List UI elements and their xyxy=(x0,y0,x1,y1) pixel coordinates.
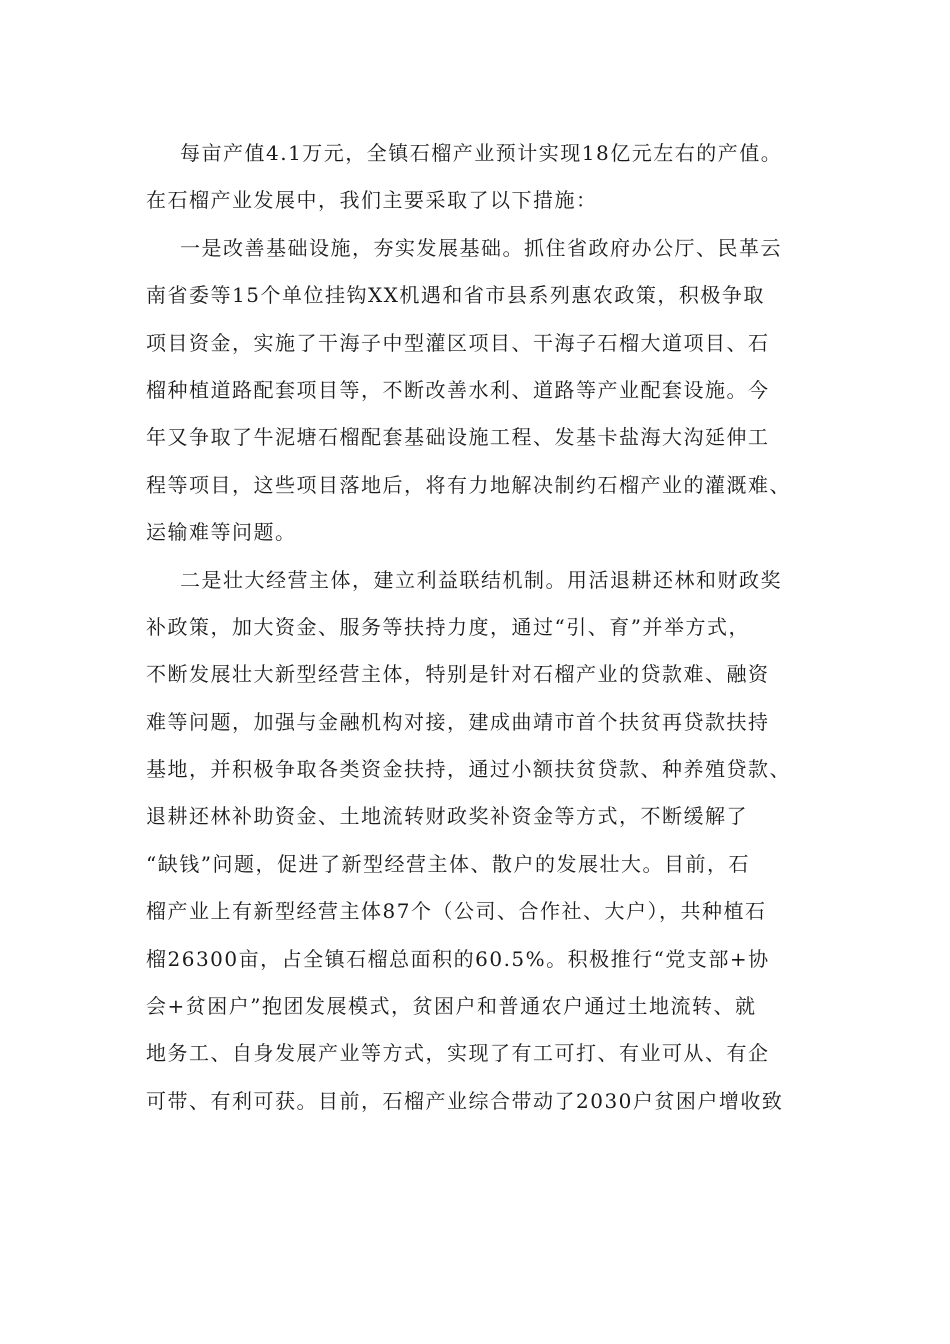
paragraph-1-start: 一是改善基础设施，夯实发展基础。抓住省政府办公厅、民革云 xyxy=(180,235,782,260)
text-line: 南省委等15个单位挂钩XX机遇和省市县系列惠农政策，积极争取 xyxy=(146,283,765,308)
text-line: 难等问题，加强与金融机构对接，建成曲靖市首个扶贫再贷款扶持 xyxy=(146,709,770,734)
text-line: 榴产业上有新型经营主体87个（公司、合作社、大户），共种植石 xyxy=(146,899,767,924)
text-line: 年又争取了牛泥塘石榴配套基础设施工程、发基卡盐海大沟延伸工 xyxy=(146,425,770,450)
text-line: 可带、有利可获。目前，石榴产业综合带动了2030户贫困户增收致 xyxy=(146,1088,784,1113)
text-line: 不断发展壮大新型经营主体，特别是针对石榴产业的贷款难、融资 xyxy=(146,662,770,687)
text-line: 会+贫困户”抱团发展模式，贫困户和普通农户通过土地流转、就 xyxy=(146,994,757,1019)
text-line: 退耕还林补助资金、土地流转财政奖补资金等方式，不断缓解了 xyxy=(146,804,748,829)
text-line: 项目资金，实施了干海子中型灌区项目、干海子石榴大道项目、石 xyxy=(146,330,770,355)
text-line: 补政策，加大资金、服务等扶持力度，通过“引、育”并举方式， xyxy=(146,614,750,639)
text-line: 程等项目，这些项目落地后，将有力地解决制约石榴产业的灌溉难、 xyxy=(146,472,791,497)
text-line: 榴种植道路配套项目等，不断改善水利、道路等产业配套设施。今 xyxy=(146,377,770,402)
text-line: 运输难等问题。 xyxy=(146,520,297,545)
text-line: “缺钱”问题，促进了新型经营主体、散户的发展壮大。目前，石 xyxy=(146,851,750,876)
text-line: 榴26300亩，占全镇石榴总面积的60.5%。积极推行“党支部+协 xyxy=(146,946,770,971)
text-line: 基地，并积极争取各类资金扶持，通过小额扶贫贷款、种养殖贷款、 xyxy=(146,757,791,782)
text-line: 在石榴产业发展中，我们主要采取了以下措施： xyxy=(146,188,598,213)
text-line: 每亩产值4.1万元，全镇石榴产业预计实现18亿元左右的产值。 xyxy=(180,141,783,165)
body-text xyxy=(146,130,810,1125)
text-line: 地务工、自身发展产业等方式，实现了有工可打、有业可从、有企 xyxy=(146,1041,770,1066)
paragraph-2-start: 二是壮大经营主体，建立利益联结机制。用活退耕还林和财政奖 xyxy=(180,567,782,592)
